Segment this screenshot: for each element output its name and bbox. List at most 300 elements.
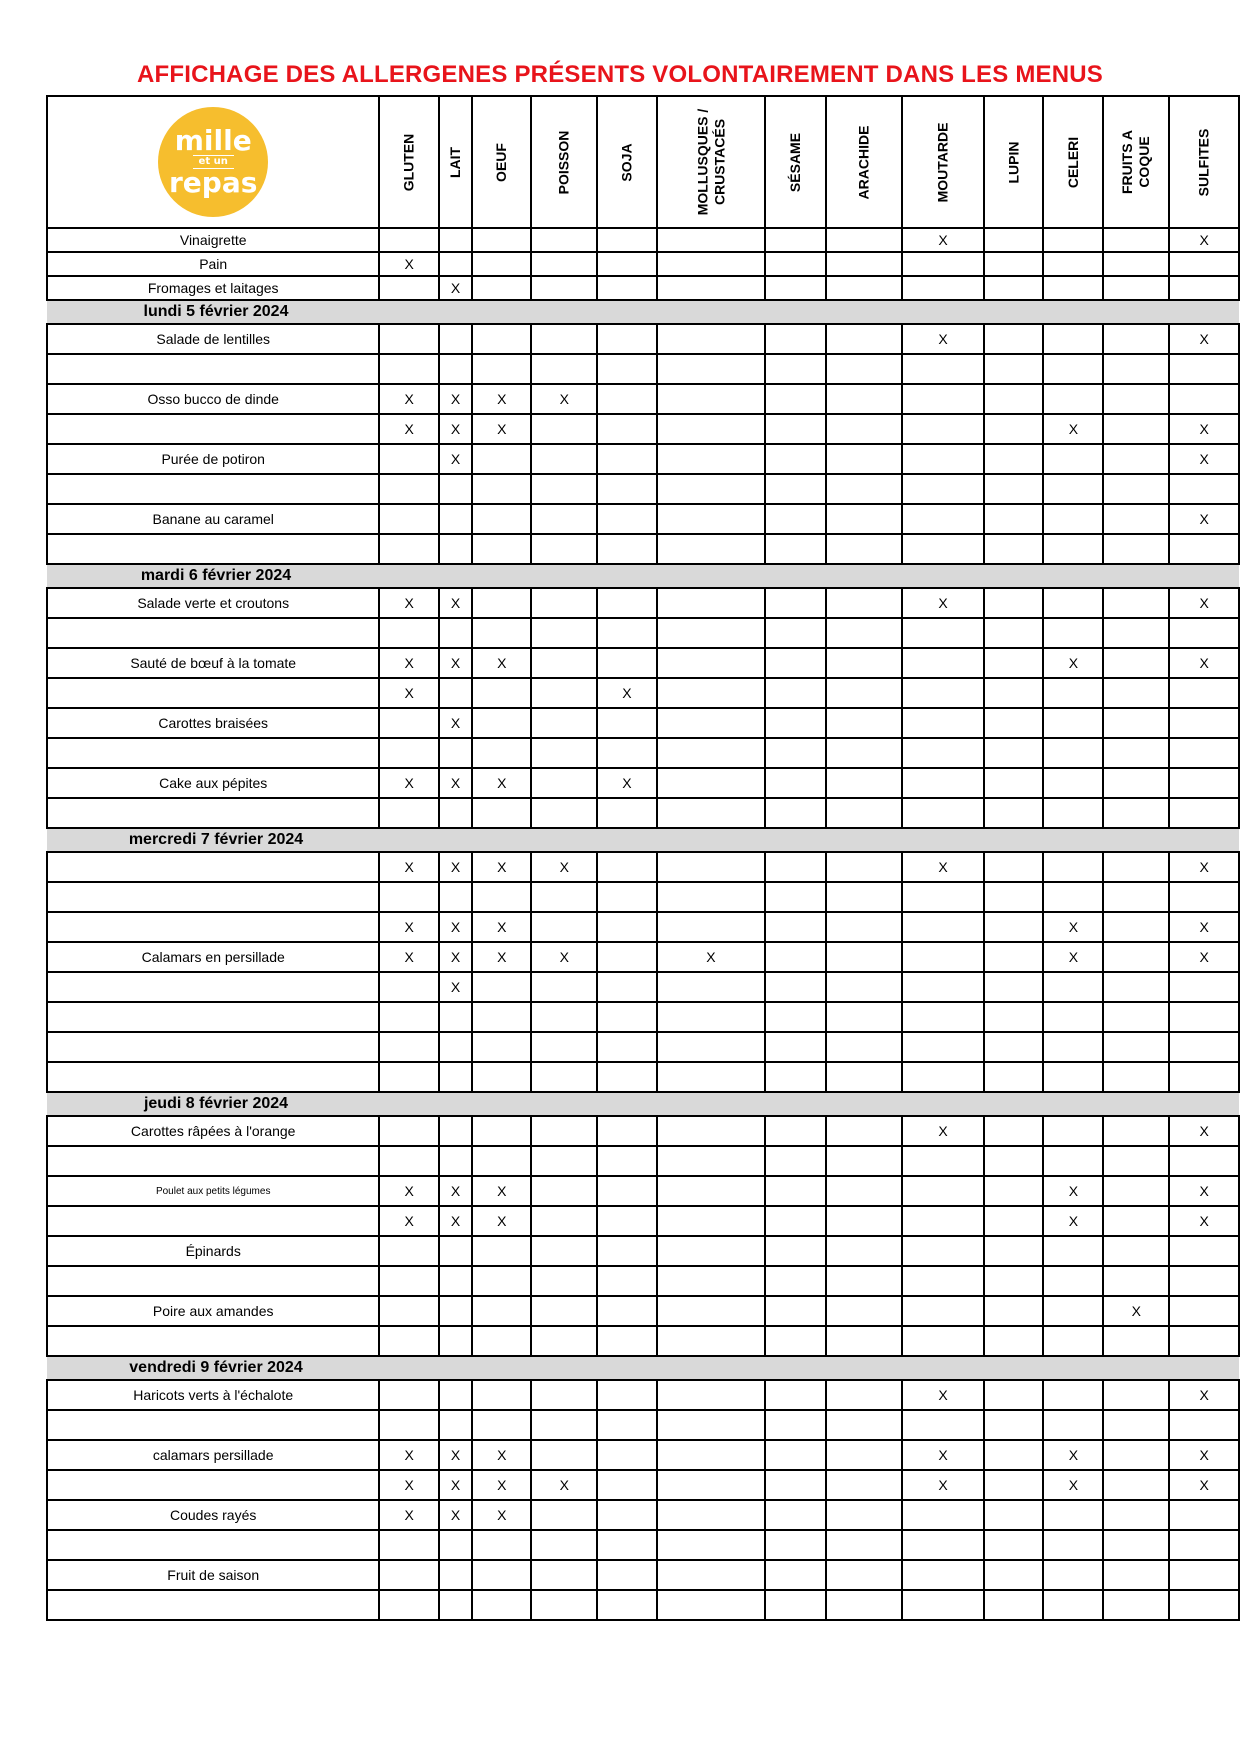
allergen-cell-mollusques-crustaces <box>657 1236 766 1266</box>
table-row <box>47 972 1239 1002</box>
dish-name <box>47 1326 379 1356</box>
allergen-cell-gluten <box>379 1062 439 1092</box>
allergen-cell-sesame <box>765 678 826 708</box>
allergen-cell-celeri <box>1043 228 1103 252</box>
allergen-cell-lait: X <box>439 972 472 1002</box>
allergen-cell-gluten <box>379 1236 439 1266</box>
allergen-cell-poisson: X <box>531 942 597 972</box>
allergen-cell-lait: X <box>439 588 472 618</box>
allergen-cell-moutarde: X <box>902 324 984 354</box>
allergen-cell-soja <box>597 1440 656 1470</box>
allergen-cell-sulfites: X <box>1169 1380 1239 1410</box>
allergen-cell-soja <box>597 414 656 444</box>
allergen-cell-celeri <box>1043 1560 1103 1590</box>
dish-name: Salade de lentilles <box>47 324 379 354</box>
allergen-label: LAIT <box>447 146 464 178</box>
allergen-cell-arachide <box>826 474 902 504</box>
allergen-cell-lait: X <box>439 852 472 882</box>
allergen-cell-lupin <box>984 276 1043 300</box>
allergen-cell-poisson <box>531 474 597 504</box>
allergen-cell-mollusques-crustaces <box>657 444 766 474</box>
allergen-cell-arachide <box>826 276 902 300</box>
allergen-cell-moutarde <box>902 708 984 738</box>
allergen-cell-arachide <box>826 504 902 534</box>
allergen-cell-gluten <box>379 354 439 384</box>
allergen-cell-moutarde <box>902 1500 984 1530</box>
allergen-cell-moutarde <box>902 1410 984 1440</box>
allergen-cell-soja <box>597 276 656 300</box>
allergen-header-celeri <box>1043 96 1103 228</box>
allergen-cell-gluten <box>379 228 439 252</box>
allergen-cell-celeri <box>1043 1236 1103 1266</box>
allergen-cell-soja <box>597 1002 656 1032</box>
allergen-cell-moutarde <box>902 252 984 276</box>
allergen-cell-soja <box>597 882 656 912</box>
allergen-cell-gluten: X <box>379 384 439 414</box>
allergen-cell-moutarde: X <box>902 1440 984 1470</box>
allergen-cell-sulfites <box>1169 474 1239 504</box>
allergen-cell-gluten: X <box>379 1176 439 1206</box>
allergen-cell-sulfites <box>1169 1590 1239 1620</box>
day-date: mercredi 7 février 2024 <box>128 831 304 848</box>
allergen-cell-poisson <box>531 648 597 678</box>
allergen-cell-celeri <box>1043 1032 1103 1062</box>
allergen-cell-lait <box>439 1296 472 1326</box>
allergen-cell-gluten: X <box>379 414 439 444</box>
day-header <box>47 300 1239 324</box>
table-row <box>47 852 1239 882</box>
allergen-cell-celeri <box>1043 852 1103 882</box>
table-row <box>47 1236 1239 1266</box>
allergen-cell-arachide <box>826 678 902 708</box>
allergen-cell-arachide <box>826 708 902 738</box>
allergen-cell-sulfites <box>1169 276 1239 300</box>
allergen-cell-arachide <box>826 912 902 942</box>
allergen-cell-arachide <box>826 354 902 384</box>
allergen-cell-arachide <box>826 1410 902 1440</box>
allergen-cell-poisson <box>531 1116 597 1146</box>
allergen-cell-lait: X <box>439 414 472 444</box>
allergen-cell-mollusques-crustaces <box>657 852 766 882</box>
dish-name: Fruit de saison <box>47 1560 379 1590</box>
allergen-cell-oeuf <box>472 354 531 384</box>
allergen-cell-gluten: X <box>379 942 439 972</box>
dish-name: Cake aux pépites <box>47 768 379 798</box>
allergen-cell-celeri <box>1043 1146 1103 1176</box>
allergen-cell-sulfites: X <box>1169 852 1239 882</box>
logo-cell <box>47 96 379 228</box>
allergen-cell-poisson <box>531 1530 597 1560</box>
allergen-cell-sulfites <box>1169 1560 1239 1590</box>
allergen-cell-oeuf <box>472 324 531 354</box>
allergen-cell-fruits-a-coque <box>1103 354 1169 384</box>
allergen-cell-lait <box>439 1266 472 1296</box>
allergen-cell-lupin <box>984 1470 1043 1500</box>
allergen-cell-sesame <box>765 798 826 828</box>
allergen-cell-moutarde <box>902 534 984 564</box>
allergen-cell-poisson <box>531 534 597 564</box>
allergen-cell-arachide <box>826 534 902 564</box>
allergen-cell-poisson <box>531 276 597 300</box>
allergen-cell-celeri <box>1043 1380 1103 1410</box>
allergen-cell-arachide <box>826 1326 902 1356</box>
allergen-cell-fruits-a-coque <box>1103 474 1169 504</box>
day-header <box>47 1092 1239 1116</box>
allergen-cell-arachide <box>826 1530 902 1560</box>
dish-name: Carottes râpées à l'orange <box>47 1116 379 1146</box>
allergen-label: MOLLUSQUES / CRUSTACÉS <box>693 108 727 216</box>
allergen-cell-arachide <box>826 1206 902 1236</box>
allergen-cell-arachide <box>826 384 902 414</box>
allergen-cell-sesame <box>765 1296 826 1326</box>
allergen-cell-oeuf <box>472 444 531 474</box>
day-header <box>47 564 1239 588</box>
allergen-cell-celeri <box>1043 474 1103 504</box>
allergen-label: MOUTARDE <box>934 122 951 202</box>
allergen-cell-sulfites <box>1169 1002 1239 1032</box>
allergen-header-soja <box>597 96 656 228</box>
allergen-cell-lupin <box>984 588 1043 618</box>
table-row <box>47 534 1239 564</box>
allergen-cell-arachide <box>826 1590 902 1620</box>
table-row <box>47 798 1239 828</box>
allergen-cell-lait <box>439 738 472 768</box>
allergen-cell-lait <box>439 1116 472 1146</box>
allergen-cell-arachide <box>826 1116 902 1146</box>
allergen-cell-poisson <box>531 1266 597 1296</box>
allergen-cell-mollusques-crustaces <box>657 1146 766 1176</box>
allergen-cell-poisson <box>531 1236 597 1266</box>
dish-name <box>47 618 379 648</box>
day-date: lundi 5 février 2024 <box>143 303 289 320</box>
allergen-cell-moutarde: X <box>902 228 984 252</box>
allergen-cell-celeri <box>1043 384 1103 414</box>
allergen-cell-arachide <box>826 1500 902 1530</box>
allergen-cell-gluten <box>379 1590 439 1620</box>
allergen-cell-gluten <box>379 276 439 300</box>
allergen-cell-oeuf <box>472 252 531 276</box>
allergen-table <box>46 95 1240 1621</box>
allergen-cell-poisson <box>531 1032 597 1062</box>
allergen-cell-lait <box>439 1560 472 1590</box>
allergen-cell-poisson <box>531 1062 597 1092</box>
allergen-cell-lait <box>439 678 472 708</box>
table-row <box>47 1146 1239 1176</box>
allergen-cell-celeri <box>1043 1002 1103 1032</box>
allergen-cell-mollusques-crustaces <box>657 354 766 384</box>
allergen-cell-lupin <box>984 942 1043 972</box>
allergen-cell-sesame <box>765 414 826 444</box>
allergen-header-gluten <box>379 96 439 228</box>
allergen-cell-poisson <box>531 1560 597 1590</box>
allergen-cell-moutarde <box>902 354 984 384</box>
dish-name <box>47 414 379 444</box>
allergen-cell-lait: X <box>439 1440 472 1470</box>
allergen-cell-lupin <box>984 648 1043 678</box>
allergen-cell-celeri <box>1043 1326 1103 1356</box>
allergen-cell-arachide <box>826 768 902 798</box>
allergen-cell-arachide <box>826 1470 902 1500</box>
allergen-cell-poisson <box>531 1500 597 1530</box>
allergen-cell-sulfites: X <box>1169 1176 1239 1206</box>
allergen-cell-oeuf: X <box>472 384 531 414</box>
allergen-cell-poisson <box>531 1146 597 1176</box>
allergen-cell-mollusques-crustaces <box>657 324 766 354</box>
day-header-row <box>47 1092 1239 1116</box>
table-row <box>47 1530 1239 1560</box>
allergen-cell-oeuf <box>472 1590 531 1620</box>
allergen-cell-fruits-a-coque <box>1103 504 1169 534</box>
allergen-cell-soja <box>597 1530 656 1560</box>
allergen-cell-soja <box>597 1410 656 1440</box>
allergen-label: FRUITS A COQUE <box>1119 129 1153 195</box>
allergen-cell-moutarde <box>902 384 984 414</box>
allergen-cell-celeri <box>1043 708 1103 738</box>
allergen-cell-oeuf: X <box>472 414 531 444</box>
allergen-cell-oeuf <box>472 504 531 534</box>
allergen-cell-moutarde <box>902 942 984 972</box>
allergen-cell-moutarde <box>902 1002 984 1032</box>
dish-name <box>47 1206 379 1236</box>
allergen-cell-oeuf <box>472 1560 531 1590</box>
allergen-cell-sulfites <box>1169 618 1239 648</box>
allergen-cell-lupin <box>984 1266 1043 1296</box>
allergen-cell-lait: X <box>439 276 472 300</box>
allergen-cell-celeri <box>1043 504 1103 534</box>
allergen-cell-soja <box>597 1032 656 1062</box>
allergen-cell-lupin <box>984 1326 1043 1356</box>
allergen-cell-lait <box>439 1326 472 1356</box>
allergen-cell-gluten: X <box>379 678 439 708</box>
allergen-cell-celeri: X <box>1043 1440 1103 1470</box>
allergen-cell-fruits-a-coque <box>1103 882 1169 912</box>
allergen-cell-fruits-a-coque <box>1103 1440 1169 1470</box>
allergen-cell-sulfites <box>1169 1530 1239 1560</box>
dish-name: Haricots verts à l'échalote <box>47 1380 379 1410</box>
dish-name <box>47 738 379 768</box>
day-date: vendredi 9 février 2024 <box>129 1359 303 1376</box>
allergen-cell-soja <box>597 504 656 534</box>
allergen-cell-celeri <box>1043 1410 1103 1440</box>
allergen-cell-sesame <box>765 1236 826 1266</box>
allergen-cell-moutarde <box>902 1206 984 1236</box>
allergen-cell-soja <box>597 588 656 618</box>
allergen-cell-gluten <box>379 1530 439 1560</box>
allergen-cell-sulfites <box>1169 1326 1239 1356</box>
allergen-cell-moutarde: X <box>902 852 984 882</box>
allergen-cell-lupin <box>984 912 1043 942</box>
allergen-cell-fruits-a-coque <box>1103 276 1169 300</box>
allergen-cell-lait <box>439 1530 472 1560</box>
allergen-cell-fruits-a-coque <box>1103 648 1169 678</box>
allergen-cell-lupin <box>984 1296 1043 1326</box>
allergen-cell-gluten: X <box>379 252 439 276</box>
allergen-label: SÉSAME <box>787 132 804 192</box>
allergen-cell-soja <box>597 1176 656 1206</box>
allergen-cell-lait <box>439 1236 472 1266</box>
allergen-cell-fruits-a-coque <box>1103 444 1169 474</box>
allergen-cell-lupin <box>984 882 1043 912</box>
allergen-cell-soja <box>597 1590 656 1620</box>
allergen-cell-fruits-a-coque <box>1103 1500 1169 1530</box>
allergen-cell-sesame <box>765 1590 826 1620</box>
allergen-cell-celeri <box>1043 1116 1103 1146</box>
allergen-cell-mollusques-crustaces <box>657 414 766 444</box>
allergen-header-moutarde <box>902 96 984 228</box>
allergen-cell-poisson <box>531 354 597 384</box>
allergen-cell-mollusques-crustaces <box>657 768 766 798</box>
allergen-cell-sesame <box>765 1266 826 1296</box>
allergen-cell-arachide <box>826 1440 902 1470</box>
allergen-cell-sulfites <box>1169 534 1239 564</box>
dish-name: Épinards <box>47 1236 379 1266</box>
day-date: jeudi 8 février 2024 <box>143 1095 289 1112</box>
allergen-cell-poisson <box>531 1590 597 1620</box>
allergen-cell-celeri <box>1043 1530 1103 1560</box>
allergen-cell-moutarde: X <box>902 588 984 618</box>
allergen-cell-sesame <box>765 276 826 300</box>
dish-name <box>47 474 379 504</box>
allergen-cell-moutarde <box>902 1032 984 1062</box>
allergen-cell-sesame <box>765 1002 826 1032</box>
allergen-cell-gluten <box>379 882 439 912</box>
allergen-cell-poisson <box>531 708 597 738</box>
allergen-cell-celeri <box>1043 354 1103 384</box>
allergen-cell-lupin <box>984 1440 1043 1470</box>
allergen-cell-lait <box>439 618 472 648</box>
allergen-cell-mollusques-crustaces <box>657 474 766 504</box>
allergen-cell-sulfites <box>1169 1410 1239 1440</box>
allergen-cell-sulfites: X <box>1169 414 1239 444</box>
allergen-cell-lait <box>439 504 472 534</box>
allergen-cell-fruits-a-coque <box>1103 618 1169 648</box>
table-row <box>47 1380 1239 1410</box>
allergen-cell-mollusques-crustaces <box>657 1380 766 1410</box>
allergen-cell-oeuf <box>472 534 531 564</box>
allergen-label: CELERI <box>1064 136 1081 188</box>
allergen-cell-moutarde <box>902 1266 984 1296</box>
allergen-cell-lupin <box>984 1206 1043 1236</box>
allergen-cell-lupin <box>984 384 1043 414</box>
allergen-cell-oeuf: X <box>472 1440 531 1470</box>
allergen-cell-lupin <box>984 852 1043 882</box>
table-row <box>47 708 1239 738</box>
allergen-cell-fruits-a-coque <box>1103 1266 1169 1296</box>
allergen-cell-moutarde <box>902 444 984 474</box>
table-row <box>47 444 1239 474</box>
allergen-cell-soja <box>597 708 656 738</box>
allergen-cell-soja <box>597 444 656 474</box>
allergen-cell-fruits-a-coque <box>1103 852 1169 882</box>
allergen-cell-fruits-a-coque <box>1103 324 1169 354</box>
table-row <box>47 618 1239 648</box>
allergen-header-sesame <box>765 96 826 228</box>
allergen-cell-mollusques-crustaces <box>657 708 766 738</box>
allergen-cell-lupin <box>984 768 1043 798</box>
allergen-cell-mollusques-crustaces <box>657 1032 766 1062</box>
allergen-cell-lait: X <box>439 444 472 474</box>
allergen-cell-mollusques-crustaces <box>657 252 766 276</box>
allergen-cell-poisson <box>531 1296 597 1326</box>
allergen-cell-moutarde <box>902 474 984 504</box>
allergen-cell-lupin <box>984 504 1043 534</box>
dish-name: Fromages et laitages <box>47 276 379 300</box>
table-row <box>47 276 1239 300</box>
dish-name <box>47 1530 379 1560</box>
allergen-cell-soja <box>597 1206 656 1236</box>
allergen-header-oeuf <box>472 96 531 228</box>
dish-name: calamars persillade <box>47 1440 379 1470</box>
allergen-cell-arachide <box>826 324 902 354</box>
dish-name: Coudes rayés <box>47 1500 379 1530</box>
allergen-cell-arachide <box>826 444 902 474</box>
day-header <box>47 1356 1239 1380</box>
allergen-cell-lupin <box>984 228 1043 252</box>
allergen-cell-arachide <box>826 1176 902 1206</box>
allergen-cell-mollusques-crustaces <box>657 534 766 564</box>
allergen-cell-oeuf <box>472 1296 531 1326</box>
allergen-cell-lait: X <box>439 384 472 414</box>
allergen-cell-celeri <box>1043 738 1103 768</box>
allergen-label: GLUTEN <box>400 133 417 191</box>
table-row <box>47 678 1239 708</box>
allergen-cell-mollusques-crustaces <box>657 618 766 648</box>
allergen-cell-poisson: X <box>531 1470 597 1500</box>
allergen-cell-oeuf <box>472 1236 531 1266</box>
allergen-cell-gluten <box>379 474 439 504</box>
allergen-cell-arachide <box>826 648 902 678</box>
allergen-cell-mollusques-crustaces <box>657 1410 766 1440</box>
allergen-label: ARACHIDE <box>855 125 872 199</box>
dish-name <box>47 1266 379 1296</box>
allergen-cell-gluten <box>379 972 439 1002</box>
allergen-cell-sulfites: X <box>1169 324 1239 354</box>
allergen-cell-lait <box>439 324 472 354</box>
allergen-cell-soja <box>597 324 656 354</box>
table-row <box>47 354 1239 384</box>
allergen-cell-oeuf <box>472 1002 531 1032</box>
allergen-cell-lupin <box>984 354 1043 384</box>
allergen-cell-fruits-a-coque <box>1103 1590 1169 1620</box>
allergen-cell-mollusques-crustaces <box>657 1206 766 1236</box>
allergen-cell-oeuf <box>472 228 531 252</box>
allergen-cell-gluten <box>379 1116 439 1146</box>
allergen-cell-lupin <box>984 474 1043 504</box>
allergen-cell-celeri: X <box>1043 942 1103 972</box>
dish-name <box>47 798 379 828</box>
allergen-cell-sulfites <box>1169 1032 1239 1062</box>
allergen-cell-fruits-a-coque <box>1103 1530 1169 1560</box>
day-header-row <box>47 300 1239 324</box>
allergen-cell-moutarde <box>902 882 984 912</box>
allergen-cell-soja <box>597 354 656 384</box>
allergen-cell-oeuf: X <box>472 1470 531 1500</box>
allergen-cell-soja <box>597 648 656 678</box>
table-row <box>47 504 1239 534</box>
allergen-header-fruits-a-coque <box>1103 96 1169 228</box>
allergen-header-poisson <box>531 96 597 228</box>
allergen-cell-sulfites: X <box>1169 504 1239 534</box>
allergen-cell-arachide <box>826 1380 902 1410</box>
allergen-cell-poisson <box>531 1206 597 1236</box>
allergen-cell-arachide <box>826 414 902 444</box>
allergen-cell-fruits-a-coque <box>1103 738 1169 768</box>
allergen-cell-fruits-a-coque <box>1103 942 1169 972</box>
allergen-header-arachide <box>826 96 902 228</box>
allergen-cell-arachide <box>826 1236 902 1266</box>
allergen-cell-lait <box>439 1032 472 1062</box>
allergen-cell-sulfites <box>1169 252 1239 276</box>
